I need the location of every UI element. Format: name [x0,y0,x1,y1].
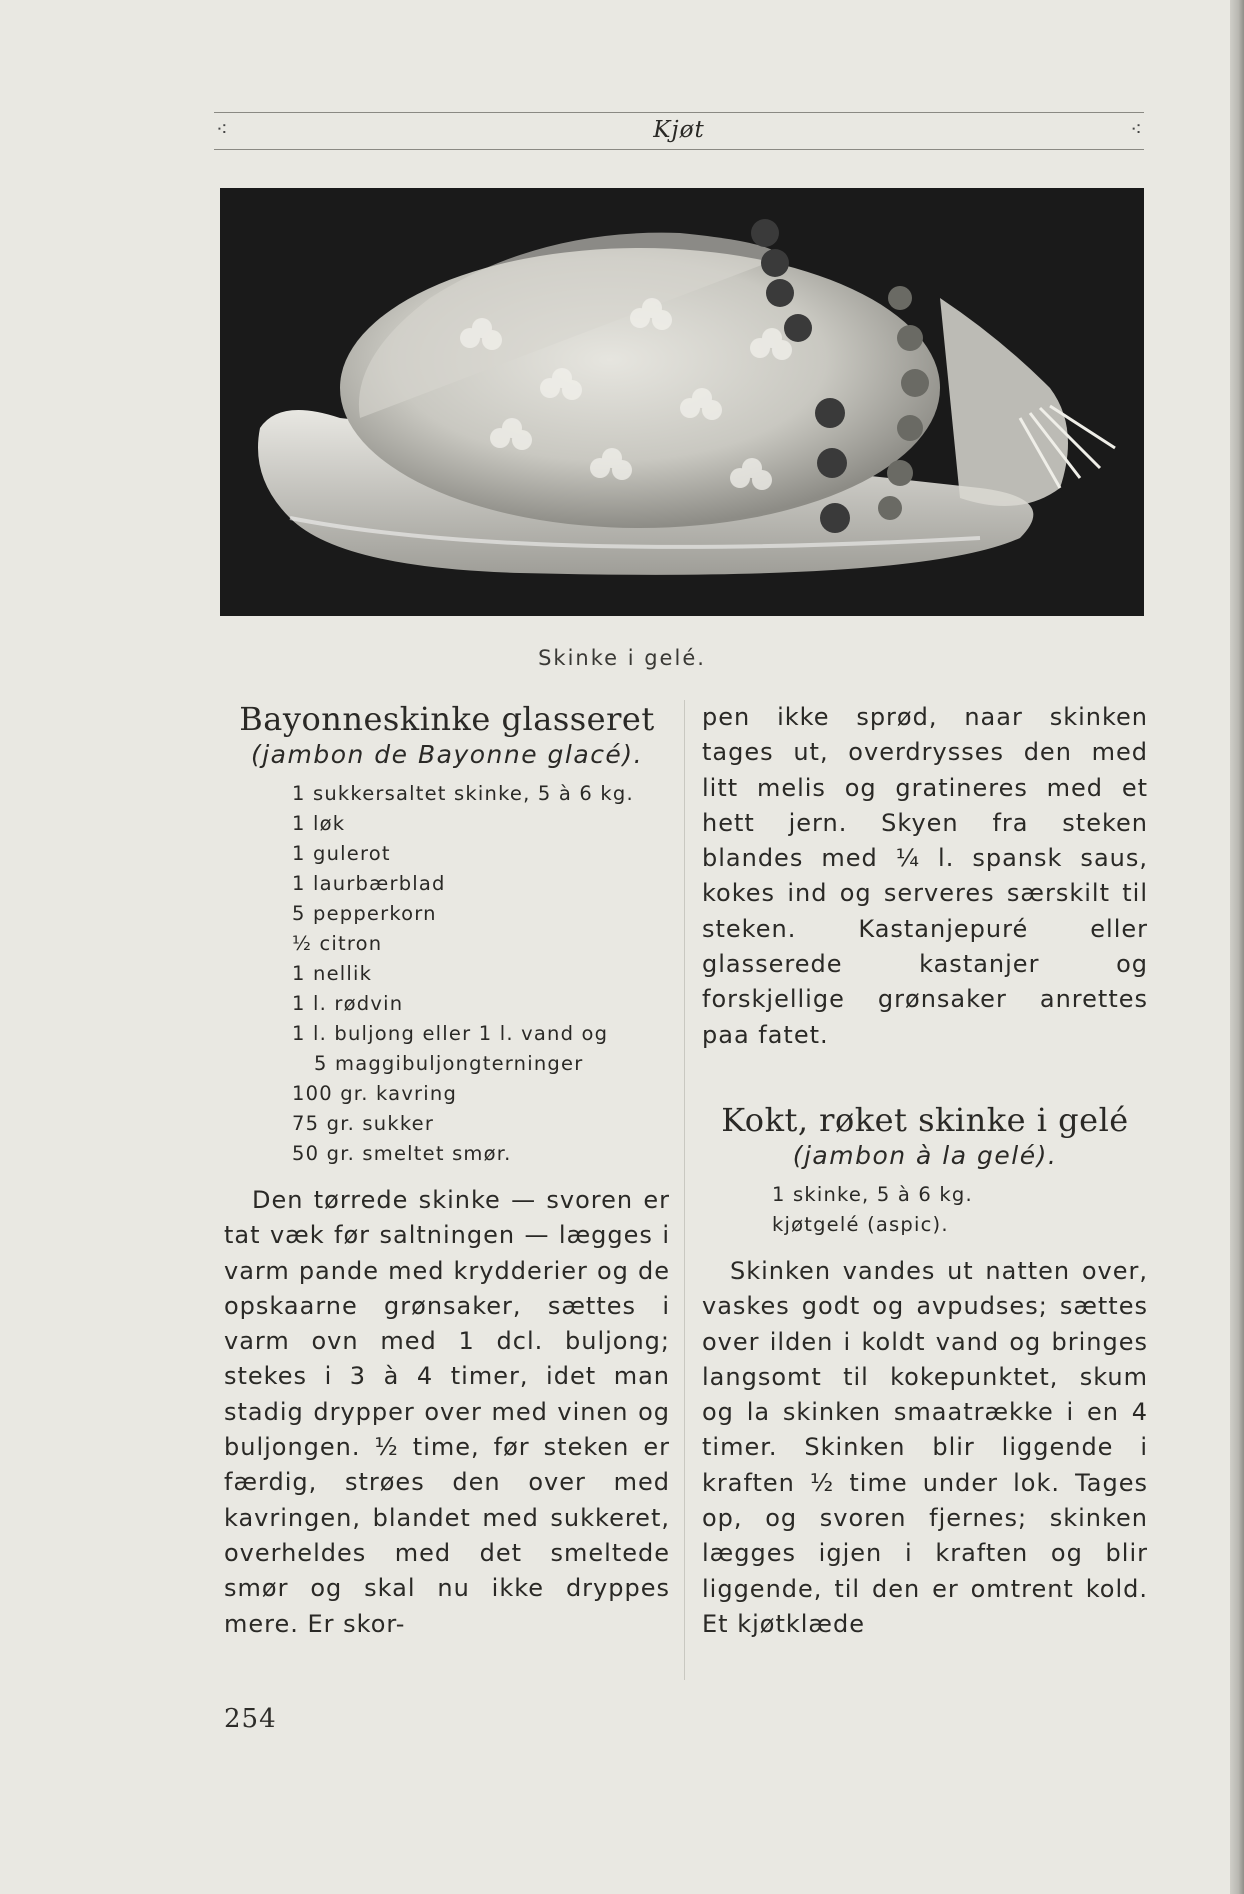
ingredient-item: 5 pepperkorn [292,902,437,925]
header-ornament-left: ⁖ [216,117,228,141]
ham-photo-illustration [220,188,1144,616]
recipe2-title: Kokt, røket skinke i gelé [721,1100,1129,1139]
ingredient-item: 5 maggibuljongterninger [314,1052,584,1075]
right-column [702,700,1148,1642]
recipe2-subtitle: (jambon à la gelé). [792,1140,1058,1170]
header-title: Kjøt [653,117,705,143]
recipe1-subtitle: (jambon de Bayonne glacé). [250,740,644,769]
header-ornament-right: ⁖ [1130,117,1142,141]
column-divider [684,700,685,1680]
ingredient-item: 50 gr. smeltet smør. [292,1142,512,1165]
recipe1-title: Bayonneskinke glasseret [239,700,655,738]
running-header [214,112,1144,150]
recipe1-ingredients [224,779,670,1169]
ingredient-item: 1 sukkersaltet skinke, 5 à 6 kg. [292,782,634,805]
ingredient-item: 100 gr. kavring [292,1082,458,1105]
ingredient-item: 1 løk [292,812,346,835]
ingredient-item: 1 l. buljong eller 1 l. vand og [292,1022,609,1045]
ingredient-item: 1 skinke, 5 à 6 kg. [772,1182,973,1206]
ham-in-aspic-photo [220,188,1144,616]
ingredient-item: 75 gr. sukker [292,1112,435,1135]
ingredient-item: ½ citron [292,932,383,955]
recipe2-ingredients [702,1180,1148,1240]
ingredient-item: 1 gulerot [292,842,391,865]
ingredient-item: 1 l. rødvin [292,992,404,1015]
photo-caption: Skinke i gelé. [538,646,706,670]
ingredient-item: kjøtgelé (aspic). [772,1212,949,1236]
recipe2-body: Skinken vandes ut natten over, vaskes godt og avpudses; sættes over ilden i koldt vand og bringes langsomt til kokepunktet, skum og la skinken smaatrække i en 4 timer. Skinken blir liggende i kraften ½ time under lok. Tages op, og svoren fjernes; skinken lægges igjen i kraften og blir liggende, til den er omtrent kold. Et kjøtklæde [702,1256,1148,1638]
recipe1-continuation: pen ikke sprød, naar skinken tages ut, overdrysses den med litt melis og gratineres med et hett jern. Skyen fra steken blandes med ¼ l. spansk saus, kokes ind og serveres særskilt til steken. Kastanjepuré eller glasserede kastanjer og forskjellige grønsaker anrettes paa fatet. [702,703,1148,1049]
left-column [224,700,670,1642]
ingredient-item: 1 laurbærblad [292,872,446,895]
page-edge [1230,0,1244,1894]
ingredient-item: 1 nellik [292,962,373,985]
recipe1-body: Den tørrede skinke — svoren er tat væk før saltningen — lægges i varm pande med krydderier og de opskaarne grønsaker, sættes i varm ovn med 1 dcl. buljong; stekes i 3 à 4 timer, idet man stadig drypper over med vinen og buljongen. ½ time, før steken er færdig, strøes den over med kavringen, blandet med sukkeret, overheldes med det smeltede smør og skal nu ikke dryppes mere. Er skor- [224,1186,670,1638]
page-number: 254 [224,1704,277,1734]
